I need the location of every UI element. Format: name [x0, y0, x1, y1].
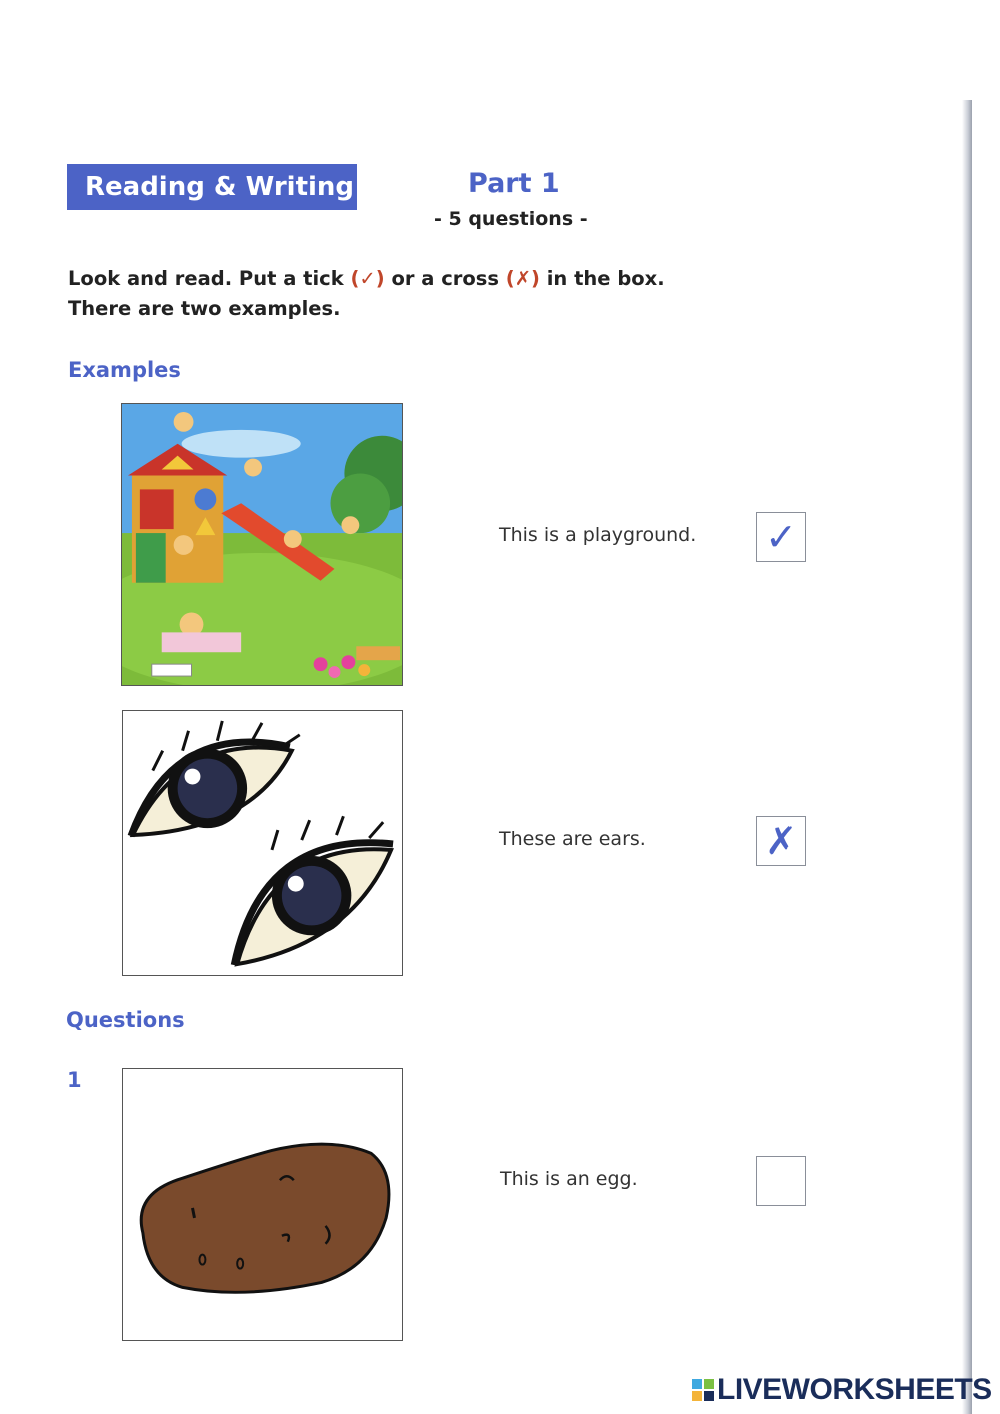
- questions-title: Questions: [66, 1008, 185, 1032]
- example-sentence-1: This is a playground.: [499, 524, 697, 546]
- eye-2: [234, 816, 393, 965]
- instruction-line-2: There are two examples.: [68, 297, 341, 320]
- part-subtitle: - 5 questions -: [434, 208, 588, 230]
- playground-illustration: [121, 403, 403, 686]
- examples-title: Examples: [68, 358, 181, 382]
- part-title: Part 1: [468, 168, 560, 199]
- eyes-illustration: [122, 710, 403, 976]
- page-edge: [962, 100, 972, 1414]
- brand-text: LIVEWORKSHEETS: [717, 1373, 992, 1406]
- liveworksheets-brand: [692, 1373, 992, 1407]
- section-label: Reading & Writing: [67, 164, 357, 210]
- instructions: [68, 264, 665, 324]
- example-answer-box-2[interactable]: ✗: [756, 816, 806, 866]
- eye-1: [131, 721, 300, 836]
- cross-mark: (✗): [505, 267, 540, 290]
- question-number-1: 1: [67, 1068, 82, 1092]
- potato-illustration: [122, 1068, 403, 1341]
- liveworksheets-logo-icon: [692, 1379, 714, 1401]
- question-answer-box-1[interactable]: [756, 1156, 806, 1206]
- tick-mark: (✓): [350, 267, 385, 290]
- example-sentence-2: These are ears.: [499, 828, 646, 850]
- instruction-line-1: Look and read. Put a tick (✓) or a cross (✗) in the box.: [68, 267, 665, 290]
- example-answer-box-1[interactable]: ✓: [756, 512, 806, 562]
- question-sentence-1: This is an egg.: [500, 1168, 638, 1190]
